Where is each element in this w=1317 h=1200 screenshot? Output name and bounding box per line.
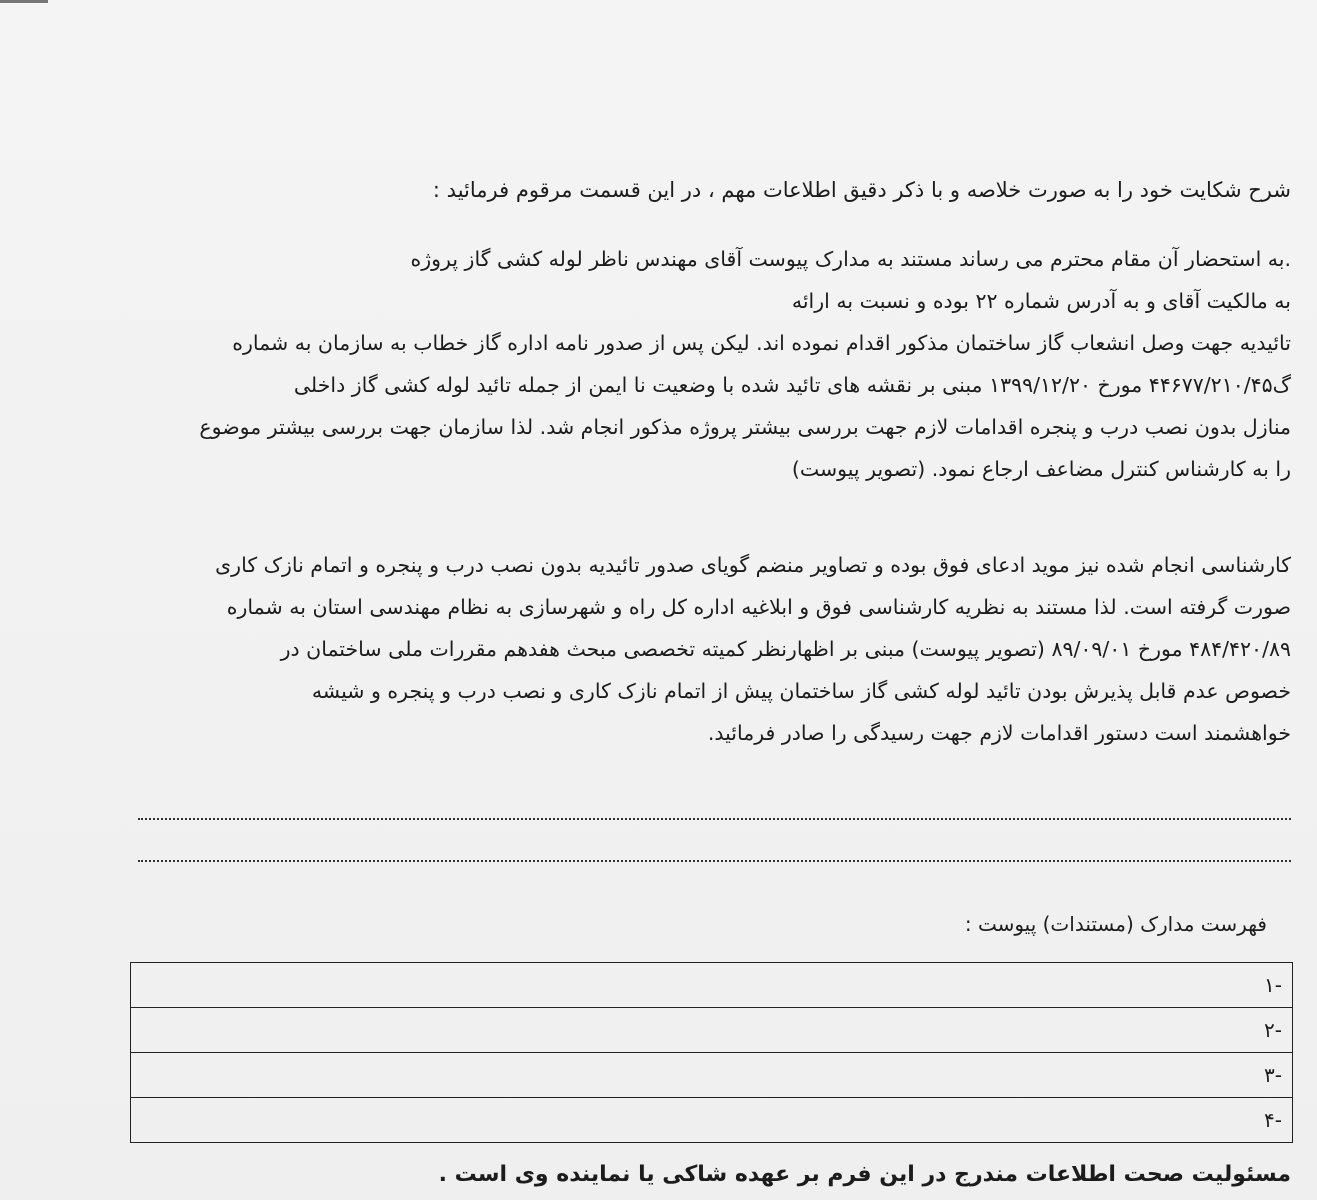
paragraph-line: .به استحضار آن مقام محترم می رساند مستند به مدارک پیوست آقای مهندس ناظر لوله کشی گاز پروژه	[410, 247, 1291, 271]
complaint-paragraph-1	[131, 238, 1291, 490]
paragraph-line: ۴۸۴/۴۲۰/۸۹ مورخ ۸۹/۰۹/۰۱ (تصویر پیوست) مبنی بر اظهارنظر کمیته تخصصی مبحث هفدهم مقررات ملی ساختمان در	[280, 637, 1291, 661]
top-edge-mark	[0, 0, 48, 3]
complaint-heading: شرح شکایت خود را به صورت خلاصه و با ذکر دقیق اطلاعات مهم ، در این قسمت مرقوم فرمائید :	[432, 178, 1291, 202]
document-row-number: -۱	[131, 963, 1293, 1008]
table-row	[131, 1098, 1293, 1143]
paragraph-line: به مالکیت آقای و به آدرس شماره ۲۲ بوده و نسبت به ارائه	[791, 289, 1291, 313]
documents-table	[130, 962, 1293, 1143]
paragraph-line: منازل بدون نصب درب و پنجره اقدامات لازم جهت بررسی بیشتر پروژه مذکور انجام شد. لذا سازمان جهت بررسی بیشتر موضوع	[199, 415, 1291, 439]
dotted-fill-line	[138, 860, 1291, 862]
document-row-number: -۲	[131, 1008, 1293, 1053]
paragraph-line: را به کارشناس کنترل مضاعف ارجاع نمود. (تصویر پیوست)	[791, 457, 1291, 481]
paragraph-line: گ۴۴۶۷۷/۲۱۰/۴۵ مورخ ۱۳۹۹/۱۲/۲۰ مبنی بر نقشه های تائید شده با وضعیت نا ایمن از جمله تائید لوله کشی گاز داخلی	[293, 373, 1291, 397]
document-row-number: -۴	[131, 1098, 1293, 1143]
table-row	[131, 963, 1293, 1008]
dotted-fill-line	[138, 818, 1291, 820]
paragraph-line: خصوص عدم قابل پذیرش بودن تائید لوله کشی گاز ساختمان پیش از اتمام نازک کاری و نصب درب و پنجره و شیشه	[311, 679, 1291, 703]
documents-title: فهرست مدارک (مستندات) پیوست :	[964, 912, 1267, 936]
responsibility-footer: مسئولیت صحت اطلاعات مندرج در این فرم بر عهده شاکی یا نماینده وی است .	[438, 1162, 1291, 1187]
paragraph-line: خواهشمند است دستور اقدامات لازم جهت رسیدگی را صادر فرمائید.	[707, 721, 1291, 745]
complaint-paragraph-2	[126, 544, 1291, 754]
paragraph-line: کارشناسی انجام شده نیز موید ادعای فوق بوده و تصاویر منضم گویای صدور تائیدیه بدون نصب درب و پنجره و اتمام نازک کاری	[215, 553, 1291, 577]
document-row-number: -۳	[131, 1053, 1293, 1098]
paragraph-line: تائیدیه جهت وصل انشعاب گاز ساختمان مذکور اقدام نموده اند. لیکن پس از صدور نامه اداره گاز خطاب به سازمان به شماره	[232, 331, 1291, 355]
table-row	[131, 1053, 1293, 1098]
table-row	[131, 1008, 1293, 1053]
paragraph-line: صورت گرفته است. لذا مستند به نظریه کارشناسی فوق و ابلاغیه اداره کل راه و شهرسازی به نظام مهندسی استان به شماره	[226, 595, 1291, 619]
